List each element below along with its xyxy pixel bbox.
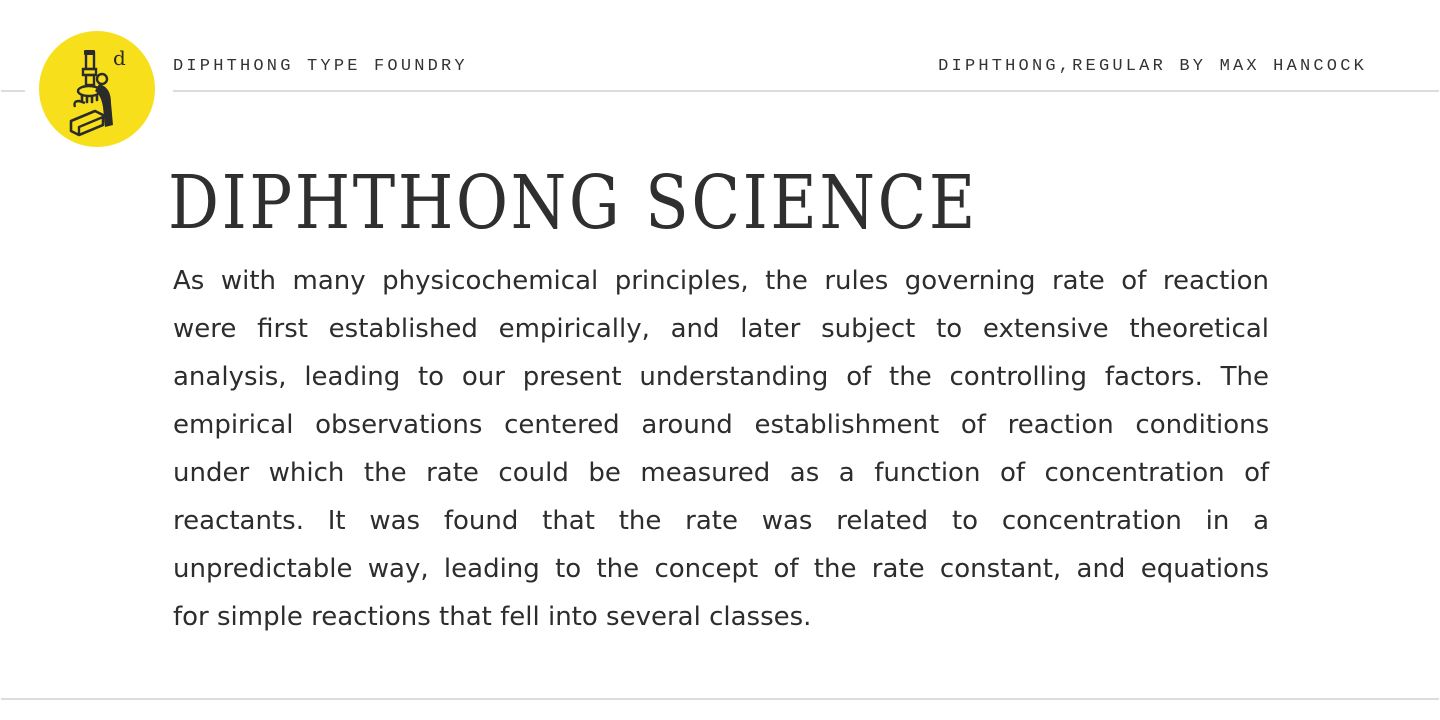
foundry-logo xyxy=(39,31,155,147)
paragraph-line: As with many physicochemical principles, the rules governing rate of reaction xyxy=(173,266,1269,296)
specimen-page xyxy=(1,1,1439,719)
microscope-icon xyxy=(39,31,155,147)
paragraph-line: for simple reactions that fell into several classes. xyxy=(173,602,812,632)
font-credit: DIPHTHONG,REGULAR BY MAX HANCOCK xyxy=(938,57,1367,76)
header-rule xyxy=(173,90,1439,92)
footer-rule xyxy=(1,698,1439,700)
paragraph-line: were first established empirically, and later subject to extensive theoretical xyxy=(173,314,1269,344)
header-rule-left xyxy=(1,90,25,92)
specimen-title: DIPHTHONG SCIENCE xyxy=(168,160,978,246)
paragraph-line: analysis, leading to our present understanding of the controlling factors. The xyxy=(173,362,1269,392)
paragraph-line: empirical observations centered around establishment of reaction conditions xyxy=(173,410,1270,440)
foundry-name: DIPHTHONG TYPE FOUNDRY xyxy=(173,57,468,76)
specimen-paragraph xyxy=(173,257,1269,641)
logo-letter: d xyxy=(113,46,126,70)
paragraph-line: unpredictable way, leading to the concept of the rate constant, and equations xyxy=(173,554,1269,584)
paragraph-line: reactants. It was found that the rate was related to concentration in a xyxy=(173,506,1270,536)
paragraph-line: under which the rate could be measured as a function of concentration of xyxy=(173,458,1270,488)
